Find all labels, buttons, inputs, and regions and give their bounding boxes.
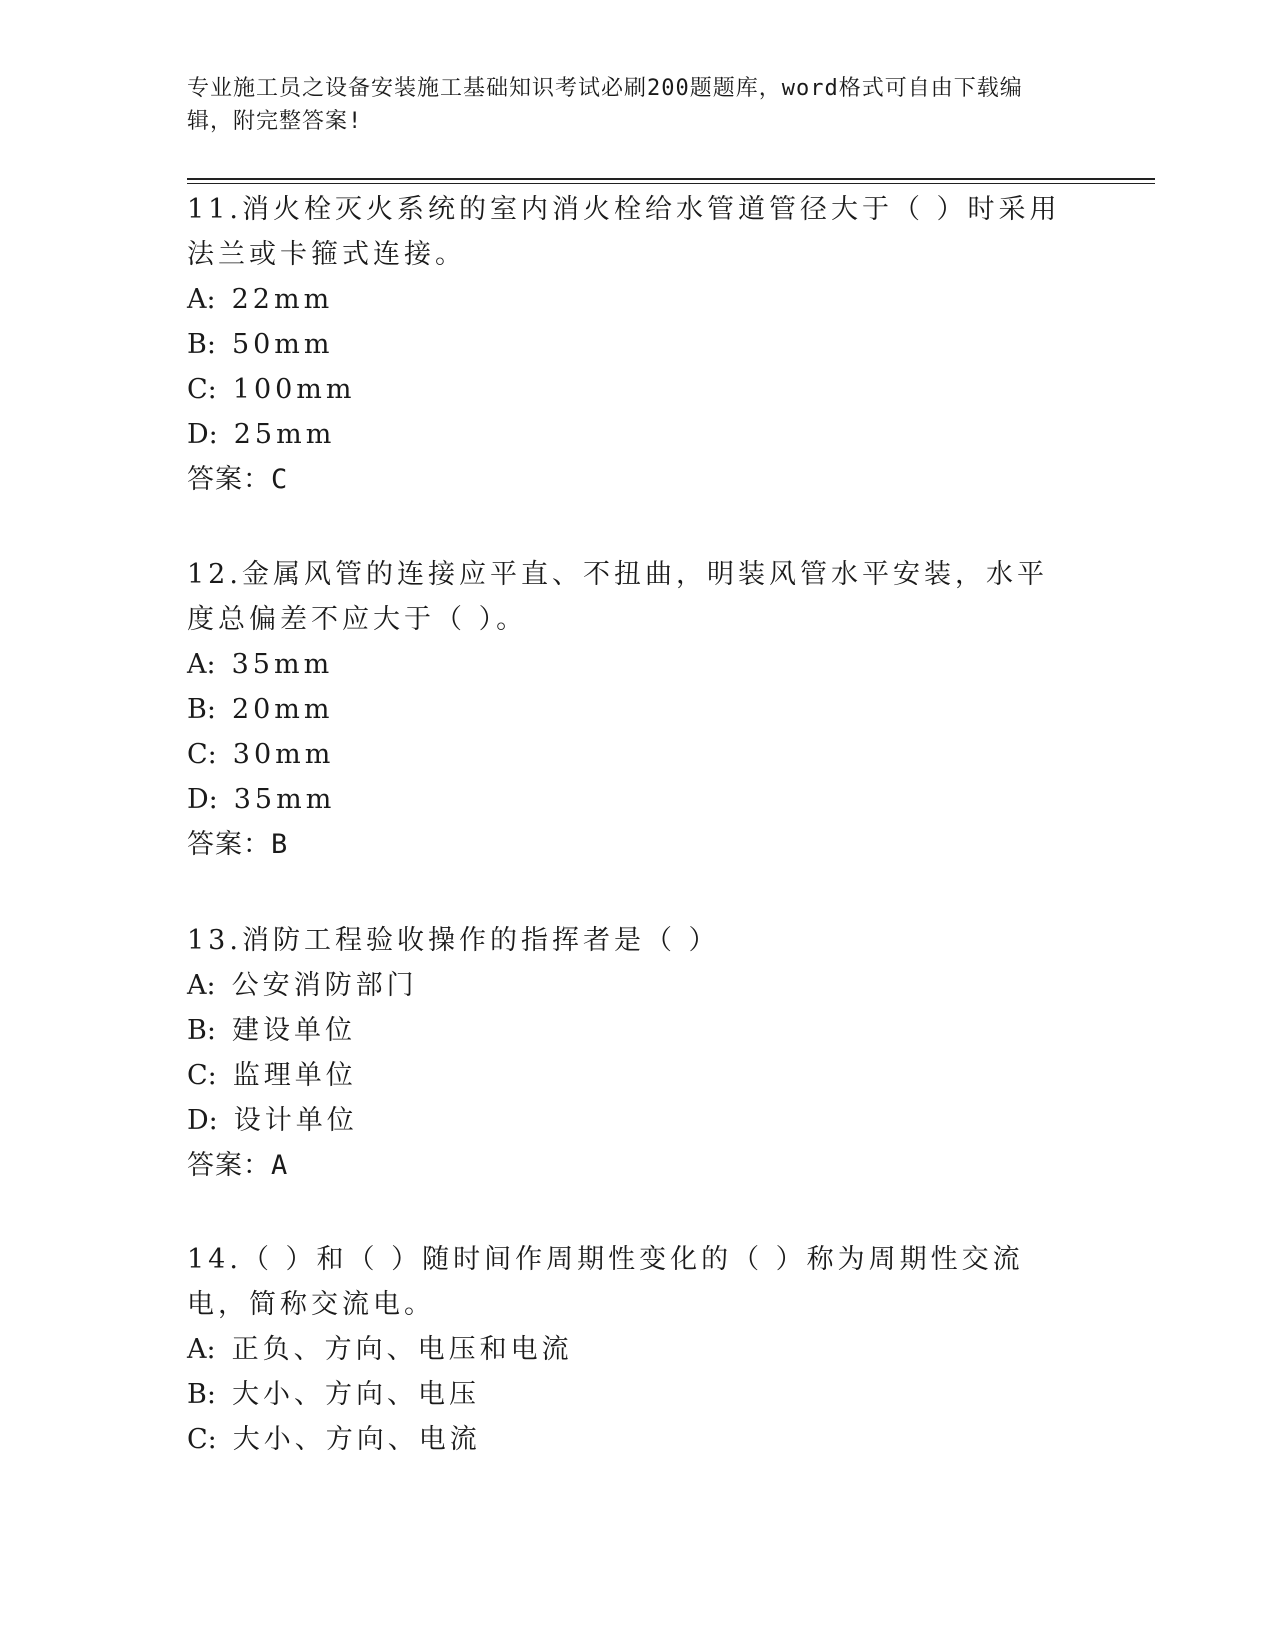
document-header: 专业施工员之设备安装施工基础知识考试必刷200题题库，word格式可自由下载编辑，附完整答案! <box>187 76 1023 134</box>
option-a <box>187 963 1077 1008</box>
option-text: 35mm <box>233 784 336 815</box>
option-letter: D: <box>187 419 218 450</box>
option-letter: C: <box>187 374 217 405</box>
question-stem: 12.金属风管的连接应平直、不扭曲，明装风管水平安装，水平度总偏差不应大于（ ）。 <box>187 559 1048 635</box>
option-text: 50mm <box>231 329 334 360</box>
option-text: 建设单位 <box>231 1015 356 1046</box>
option-d <box>187 1098 1077 1143</box>
option-letter: B: <box>187 1379 216 1410</box>
option-text: 正负、方向、电压和电流 <box>231 1334 573 1365</box>
option-b <box>187 322 1077 367</box>
option-a <box>187 1327 1077 1372</box>
option-a <box>187 277 1077 322</box>
option-text: 大小、方向、电流 <box>232 1424 481 1455</box>
option-letter: A: <box>187 284 216 315</box>
option-letter: A: <box>187 1334 216 1365</box>
answer-value: C <box>271 464 289 495</box>
answer-value: B <box>271 829 289 860</box>
option-letter: A: <box>187 970 216 1001</box>
answer-label: 答案： <box>187 829 271 860</box>
option-c <box>187 1053 1077 1098</box>
option-letter: C: <box>187 1060 217 1091</box>
option-text: 25mm <box>233 419 336 450</box>
option-letter: B: <box>187 1015 216 1046</box>
header-rule-thin <box>187 183 1155 184</box>
question-13 <box>187 918 1077 1188</box>
option-text: 20mm <box>231 694 334 725</box>
option-letter: C: <box>187 739 217 770</box>
question-12 <box>187 552 1077 867</box>
question-stem: 11.消火栓灭火系统的室内消火栓给水管道管径大于（ ）时采用法兰或卡箍式连接。 <box>187 194 1061 270</box>
option-text: 30mm <box>232 739 335 770</box>
option-letter: B: <box>187 694 216 725</box>
option-text: 大小、方向、电压 <box>231 1379 480 1410</box>
answer-line <box>187 457 1077 502</box>
option-d <box>187 412 1077 457</box>
option-text: 100mm <box>232 374 356 405</box>
answer-label: 答案： <box>187 1150 271 1181</box>
option-c <box>187 1417 1077 1462</box>
option-letter: B: <box>187 329 216 360</box>
option-text: 35mm <box>231 649 334 680</box>
option-text: 设计单位 <box>233 1105 358 1136</box>
option-text: 22mm <box>231 284 334 315</box>
option-letter: D: <box>187 1105 218 1136</box>
answer-line <box>187 822 1077 867</box>
answer-line <box>187 1143 1077 1188</box>
answer-label: 答案： <box>187 464 271 495</box>
header-rule-thick <box>187 178 1155 180</box>
option-c <box>187 367 1077 412</box>
option-d <box>187 777 1077 822</box>
option-letter: A: <box>187 649 216 680</box>
question-14 <box>187 1237 1077 1462</box>
question-stem: 14.（ ）和（ ）随时间作周期性变化的（ ）称为周期性交流电，简称交流电。 <box>187 1244 1024 1320</box>
option-b <box>187 687 1077 732</box>
option-letter: C: <box>187 1424 217 1455</box>
option-text: 公安消防部门 <box>231 970 418 1001</box>
question-11 <box>187 187 1077 502</box>
option-a <box>187 642 1077 687</box>
option-text: 监理单位 <box>232 1060 357 1091</box>
option-letter: D: <box>187 784 218 815</box>
question-stem: 13.消防工程验收操作的指挥者是（ ） <box>187 925 720 956</box>
option-c <box>187 732 1077 777</box>
option-b <box>187 1372 1077 1417</box>
answer-value: A <box>271 1150 289 1181</box>
option-b <box>187 1008 1077 1053</box>
